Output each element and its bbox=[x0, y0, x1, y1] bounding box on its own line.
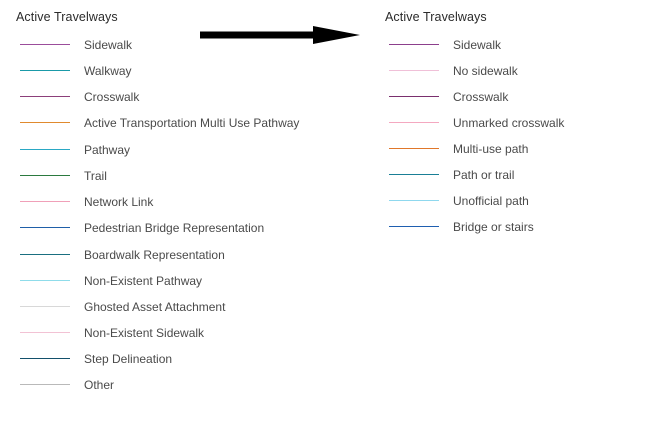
legend-item[interactable] bbox=[16, 378, 346, 393]
legend-line-swatch bbox=[16, 38, 74, 52]
legend-line-swatch bbox=[16, 90, 74, 104]
legend-item[interactable] bbox=[385, 220, 655, 235]
legend-item-label: Ghosted Asset Attachment bbox=[84, 300, 226, 314]
legend-title-before: Active Travelways bbox=[16, 10, 118, 24]
legend-item-label: Multi-use path bbox=[453, 142, 529, 156]
legend-line-swatch bbox=[385, 90, 443, 104]
legend-item-label: Network Link bbox=[84, 195, 154, 209]
legend-line-swatch bbox=[16, 143, 74, 157]
legend-item-label: Walkway bbox=[84, 64, 132, 78]
legend-line-swatch bbox=[385, 64, 443, 78]
legend-item-label: Other bbox=[84, 378, 115, 392]
legend-line-swatch bbox=[16, 116, 74, 130]
legend-title-after: Active Travelways bbox=[385, 10, 487, 24]
legend-item[interactable] bbox=[385, 194, 655, 209]
legend-item[interactable] bbox=[16, 326, 346, 341]
legend-line-swatch bbox=[16, 274, 74, 288]
legend-item[interactable] bbox=[16, 300, 346, 315]
legend-line-swatch bbox=[385, 38, 443, 52]
legend-item-label: Active Transportation Multi Use Pathway bbox=[84, 116, 300, 130]
swatch-stroke bbox=[20, 306, 70, 307]
legend-line-swatch bbox=[385, 220, 443, 234]
legend-line-swatch bbox=[16, 64, 74, 78]
legend-item-label: Path or trail bbox=[453, 168, 515, 182]
legend-line-swatch bbox=[385, 116, 443, 130]
swatch-stroke bbox=[20, 332, 70, 333]
legend-item[interactable] bbox=[16, 221, 346, 236]
legend-item[interactable] bbox=[16, 90, 346, 105]
legend-item[interactable] bbox=[385, 64, 655, 79]
legend-line-swatch bbox=[385, 168, 443, 182]
legend-item-label: Unmarked crosswalk bbox=[453, 116, 565, 130]
legend-line-swatch bbox=[16, 169, 74, 183]
legend-line-swatch bbox=[16, 326, 74, 340]
legend-item-label: Unofficial path bbox=[453, 194, 529, 208]
legend-item-label: Trail bbox=[84, 169, 107, 183]
legend-item[interactable] bbox=[16, 195, 346, 210]
swatch-stroke bbox=[20, 70, 70, 71]
legend-item[interactable] bbox=[16, 248, 346, 263]
legend-item[interactable] bbox=[385, 168, 655, 183]
legend-line-swatch bbox=[16, 248, 74, 262]
legend-item[interactable] bbox=[16, 274, 346, 289]
swatch-stroke bbox=[389, 96, 439, 97]
legend-item[interactable] bbox=[16, 64, 346, 79]
legend-line-swatch bbox=[16, 378, 74, 392]
swatch-stroke bbox=[20, 175, 70, 176]
legend-item-label: Step Delineation bbox=[84, 352, 173, 366]
swatch-stroke bbox=[20, 227, 70, 228]
legend-item-label: Sidewalk bbox=[453, 38, 502, 52]
swatch-stroke bbox=[389, 70, 439, 71]
swatch-stroke bbox=[389, 174, 439, 175]
legend-item[interactable] bbox=[16, 352, 346, 367]
swatch-stroke bbox=[20, 254, 70, 255]
swatch-stroke bbox=[20, 122, 70, 123]
swatch-stroke bbox=[20, 96, 70, 97]
swatch-stroke bbox=[389, 200, 439, 201]
legend-item-label: Crosswalk bbox=[453, 90, 509, 104]
swatch-stroke bbox=[20, 280, 70, 281]
legend-item[interactable] bbox=[16, 143, 346, 158]
legend-list-after bbox=[385, 38, 655, 235]
swatch-stroke bbox=[389, 148, 439, 149]
legend-item[interactable] bbox=[385, 90, 655, 105]
legend-item-label: Pathway bbox=[84, 143, 131, 157]
legend-item-label: No sidewalk bbox=[453, 64, 518, 78]
swatch-stroke bbox=[389, 226, 439, 227]
legend-item-label: Bridge or stairs bbox=[453, 220, 534, 234]
legend-item-label: Non-Existent Sidewalk bbox=[84, 326, 205, 340]
swatch-stroke bbox=[389, 44, 439, 45]
swatch-stroke bbox=[20, 149, 70, 150]
legend-item-label: Pedestrian Bridge Representation bbox=[84, 221, 265, 235]
legend-item-label: Sidewalk bbox=[84, 38, 133, 52]
legend-item-label: Non-Existent Pathway bbox=[84, 274, 203, 288]
legend-line-swatch bbox=[16, 195, 74, 209]
legend-item[interactable] bbox=[385, 116, 655, 131]
legend-line-swatch bbox=[16, 300, 74, 314]
right-arrow-svg bbox=[200, 26, 360, 48]
legend-item[interactable] bbox=[385, 38, 655, 53]
legend-item[interactable] bbox=[16, 116, 346, 131]
legend-panel-after bbox=[385, 0, 655, 246]
swatch-stroke bbox=[20, 201, 70, 202]
legend-item-label: Boardwalk Representation bbox=[84, 248, 225, 262]
legend-line-swatch bbox=[16, 352, 74, 366]
right-arrow-icon bbox=[200, 26, 360, 48]
swatch-stroke bbox=[20, 44, 70, 45]
legend-item-label: Crosswalk bbox=[84, 90, 140, 104]
swatch-stroke bbox=[20, 358, 70, 359]
legend-list-before bbox=[16, 38, 346, 393]
legend-panel-before bbox=[16, 0, 346, 404]
swatch-stroke bbox=[389, 122, 439, 123]
swatch-stroke bbox=[20, 384, 70, 385]
legend-line-swatch bbox=[385, 194, 443, 208]
legend-line-swatch bbox=[385, 142, 443, 156]
legend-item[interactable] bbox=[385, 142, 655, 157]
legend-line-swatch bbox=[16, 221, 74, 235]
legend-item[interactable] bbox=[16, 169, 346, 184]
